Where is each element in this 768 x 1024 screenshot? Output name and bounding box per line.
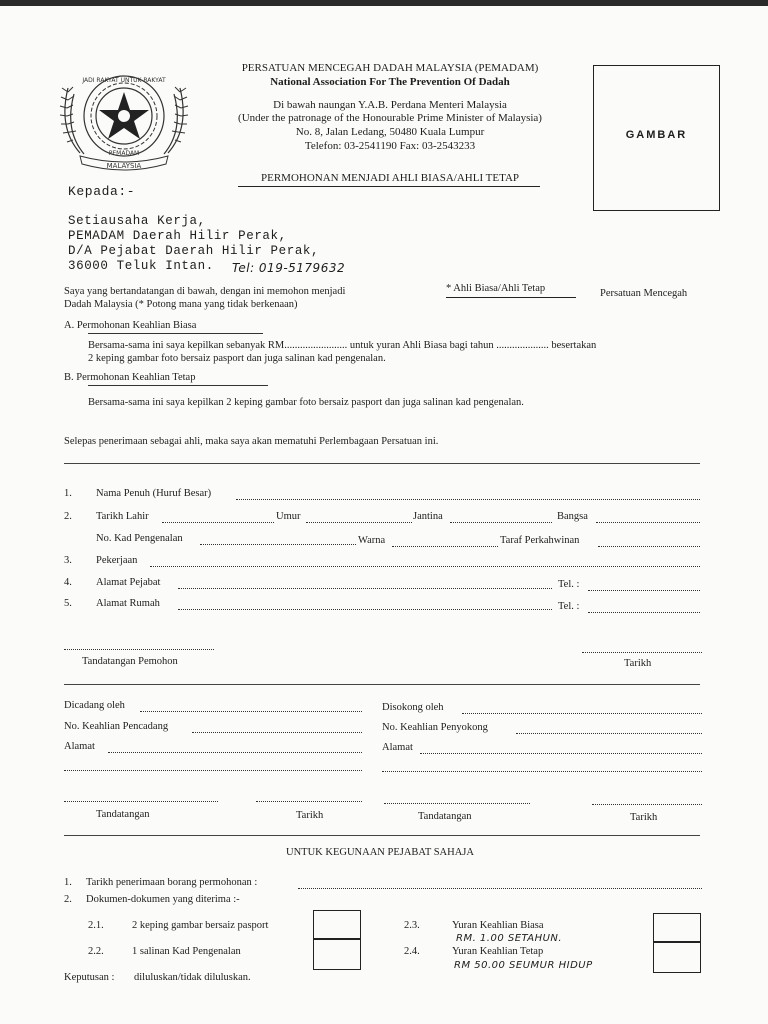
seconder-member-no-label: No. Keahlian Penyokong bbox=[382, 722, 488, 733]
marital-status-label: Taraf Perkahwinan bbox=[500, 535, 580, 546]
occupation-label: Pekerjaan bbox=[96, 555, 138, 566]
handwritten-life-fee: RM 50.00 SEUMUR HIDUP bbox=[454, 960, 593, 971]
form-title: PERMOHONAN MENJADI AHLI BIASA/AHLI TETAP bbox=[260, 172, 520, 184]
applicant-signature-label: Tandatangan Pemohon bbox=[82, 656, 178, 667]
age-field[interactable] bbox=[306, 522, 412, 523]
photo-label: GAMBAR bbox=[625, 129, 688, 141]
section-b-text-1: Bersama-sama ini saya kepilkan 2 keping gambar foto bersaiz pasport dan juga salinan kad pengenalan. bbox=[88, 397, 524, 408]
nominator-member-no-label: No. Keahlian Pencadang bbox=[64, 721, 169, 732]
doc-number-2-2: 2.2. bbox=[88, 946, 104, 957]
section-a-underline bbox=[88, 333, 263, 334]
doc-passport-photos: 2 keping gambar bersaiz pasport bbox=[132, 920, 269, 931]
seconder-field[interactable] bbox=[462, 713, 702, 714]
seconder-address-field-2[interactable] bbox=[382, 771, 702, 772]
home-phone-field[interactable] bbox=[588, 612, 700, 613]
nominator-label: Dicadang oleh bbox=[64, 700, 125, 711]
org-short-name: Persatuan Mencegah bbox=[600, 288, 688, 299]
field-number-1: 1. bbox=[64, 488, 72, 499]
seconder-member-no-field[interactable] bbox=[516, 733, 702, 734]
applicant-date-field[interactable] bbox=[582, 652, 702, 653]
office-item-number-2: 2. bbox=[64, 894, 72, 905]
org-phone: Telefon: 03-2541190 Fax: 03-2543233 bbox=[304, 140, 476, 152]
doc-number-2-3: 2.3. bbox=[404, 920, 420, 931]
seconder-label: Disokong oleh bbox=[382, 702, 444, 713]
nominator-date-label: Tarikh bbox=[296, 810, 324, 821]
documents-received-label: Dokumen-dokumen yang diterima :- bbox=[86, 894, 240, 905]
membership-type: * Ahli Biasa/Ahli Tetap bbox=[446, 283, 546, 294]
nominator-address-field-1[interactable] bbox=[108, 752, 362, 753]
field-number-4: 4. bbox=[64, 577, 72, 588]
doc-ordinary-fee: Yuran Keahlian Biasa bbox=[452, 920, 544, 931]
race-label: Bangsa bbox=[557, 511, 588, 522]
recipient-line-3: D/A Pejabat Daerah Hilir Perak, bbox=[68, 244, 320, 258]
checkbox-passport-photos[interactable] bbox=[313, 910, 361, 940]
handwritten-phone: Tel: 019-5179632 bbox=[232, 261, 346, 275]
receipt-date-label: Tarikh penerimaan borang permohonan : bbox=[86, 877, 258, 888]
membership-type-underline bbox=[446, 297, 576, 298]
recipient-label: Kepada:- bbox=[68, 184, 136, 199]
receipt-date-field[interactable] bbox=[298, 888, 702, 889]
org-name-english: National Association For The Prevention Of Dadah bbox=[270, 76, 510, 88]
office-item-number-1: 1. bbox=[64, 877, 72, 888]
recipient-line-2: PEMADAM Daerah Hilir Perak, bbox=[68, 229, 287, 243]
nominator-date-field[interactable] bbox=[256, 801, 362, 802]
nominator-address-field-2[interactable] bbox=[64, 770, 362, 771]
office-address-field[interactable] bbox=[178, 588, 552, 589]
section-b-underline bbox=[88, 385, 268, 386]
logo-ribbon-text: PEMADAM bbox=[108, 150, 140, 157]
field-number-3: 3. bbox=[64, 555, 72, 566]
full-name-field[interactable] bbox=[236, 499, 700, 500]
divider-3 bbox=[64, 835, 700, 836]
applicant-signature-field[interactable] bbox=[64, 649, 214, 650]
decision-value: diluluskan/tidak diluluskan. bbox=[134, 972, 251, 983]
applicant-date-label: Tarikh bbox=[624, 658, 652, 669]
scan-top-edge bbox=[0, 0, 768, 6]
checkbox-ic-copy[interactable] bbox=[313, 938, 361, 970]
seconder-address-field-1[interactable] bbox=[420, 753, 702, 754]
ic-number-field[interactable] bbox=[200, 544, 356, 545]
full-name-label: Nama Penuh (Huruf Besar) bbox=[96, 488, 212, 499]
seconder-signature-field[interactable] bbox=[384, 803, 530, 804]
office-phone-label: Tel. : bbox=[558, 579, 580, 590]
patronage-english: (Under the patronage of the Honourable Prime Minister of Malaysia) bbox=[238, 112, 542, 124]
patronage-malay: Di bawah naungan Y.A.B. Perdana Menteri Malaysia bbox=[273, 99, 507, 111]
field-number-2: 2. bbox=[64, 511, 72, 522]
intro-line-1: Saya yang bertandatangan di bawah, dengan ini memohon menjadi bbox=[64, 286, 346, 297]
marital-status-field[interactable] bbox=[598, 546, 700, 547]
seconder-date-label: Tarikh bbox=[630, 812, 658, 823]
occupation-field[interactable] bbox=[150, 566, 700, 567]
divider-2 bbox=[64, 684, 700, 685]
doc-number-2-1: 2.1. bbox=[88, 920, 104, 931]
age-label: Umur bbox=[276, 511, 301, 522]
doc-number-2-4: 2.4. bbox=[404, 946, 420, 957]
citizenship-field[interactable] bbox=[392, 546, 498, 547]
nominator-address-label: Alamat bbox=[64, 741, 95, 752]
citizenship-label: Warna bbox=[358, 535, 386, 546]
org-name-malay: PERSATUAN MENCEGAH DADAH MALAYSIA (PEMADAM) bbox=[241, 62, 539, 74]
home-address-field[interactable] bbox=[178, 609, 552, 610]
intro-line-2: Dadah Malaysia (* Potong mana yang tidak berkenaan) bbox=[64, 299, 298, 310]
nominator-signature-label: Tandatangan bbox=[96, 809, 150, 820]
home-phone-label: Tel. : bbox=[558, 601, 580, 612]
checkbox-life-fee[interactable] bbox=[653, 941, 701, 973]
nominator-signature-field[interactable] bbox=[64, 801, 218, 802]
section-b-title: B. Permohonan Keahlian Tetap bbox=[64, 372, 196, 383]
field-number-5: 5. bbox=[64, 598, 72, 609]
section-a-title: A. Permohonan Keahlian Biasa bbox=[64, 320, 197, 331]
seconder-date-field[interactable] bbox=[592, 804, 702, 805]
recipient-line-4: 36000 Teluk Intan. bbox=[68, 259, 214, 273]
ic-number-label: No. Kad Pengenalan bbox=[96, 533, 183, 544]
pemadam-logo bbox=[50, 58, 198, 178]
seconder-signature-label: Tandatangan bbox=[418, 811, 472, 822]
divider-1 bbox=[64, 463, 700, 464]
logo-motto: JADI RAKYAT UNTUK RAKYAT bbox=[82, 77, 166, 84]
doc-life-fee: Yuran Keahlian Tetap bbox=[452, 946, 544, 957]
home-address-label: Alamat Rumah bbox=[96, 598, 160, 609]
logo-country-text: MALAYSIA bbox=[106, 162, 142, 170]
compliance-statement: Selepas penerimaan sebagai ahli, maka saya akan mematuhi Perlembagaan Persatuan ini. bbox=[64, 436, 439, 447]
gender-label: Jantina bbox=[413, 511, 443, 522]
checkbox-ordinary-fee[interactable] bbox=[653, 913, 701, 943]
seconder-address-label: Alamat bbox=[382, 742, 413, 753]
office-address-label: Alamat Pejabat bbox=[96, 577, 161, 588]
birth-date-label: Tarikh Lahir bbox=[96, 511, 149, 522]
nominator-member-no-field[interactable] bbox=[192, 732, 362, 733]
office-use-title: UNTUK KEGUNAAN PEJABAT SAHAJA bbox=[286, 847, 474, 858]
section-a-text-2: 2 keping gambar foto bersaiz pasport dan juga salinan kad pengenalan. bbox=[88, 353, 386, 364]
photo-box[interactable] bbox=[593, 65, 720, 211]
form-title-underline bbox=[238, 186, 540, 187]
recipient-line-1: Setiausaha Kerja, bbox=[68, 214, 206, 228]
gender-field[interactable] bbox=[450, 522, 552, 523]
handwritten-ordinary-fee: RM. 1.00 SETAHUN. bbox=[456, 933, 563, 944]
org-address: No. 8, Jalan Ledang, 50480 Kuala Lumpur bbox=[295, 126, 485, 138]
nominator-field[interactable] bbox=[140, 711, 362, 712]
doc-ic-copy: 1 salinan Kad Pengenalan bbox=[132, 946, 241, 957]
birth-date-field[interactable] bbox=[162, 522, 274, 523]
office-phone-field[interactable] bbox=[588, 590, 700, 591]
section-a-text-1: Bersama-sama ini saya kepilkan sebanyak RM........................ untuk yuran Ahli Biasa bagi tahun .................... besertakan bbox=[88, 340, 597, 351]
race-field[interactable] bbox=[596, 522, 700, 523]
decision-label: Keputusan : bbox=[64, 972, 115, 983]
